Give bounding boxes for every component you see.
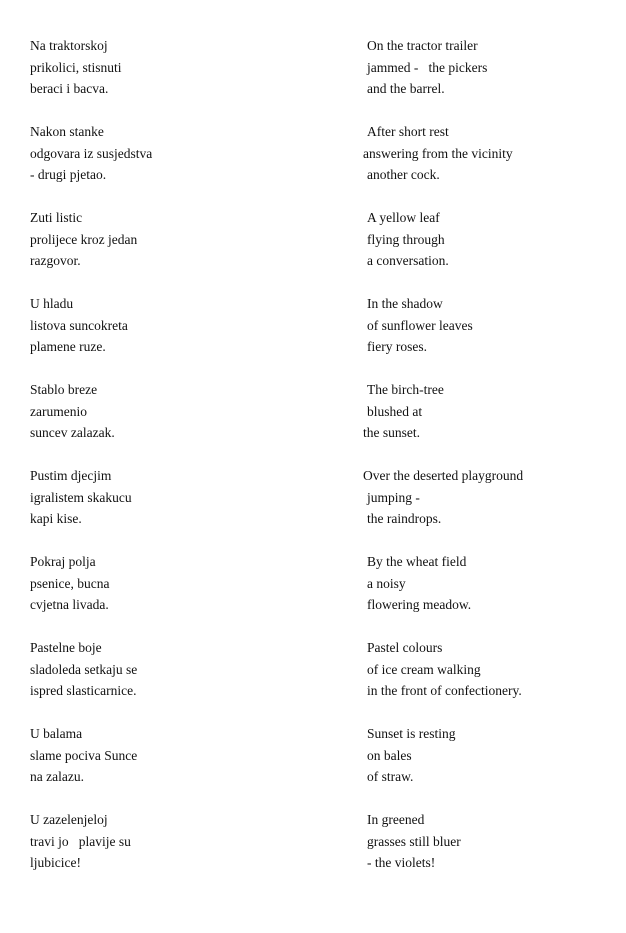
verse-line: Na traktorskoj	[30, 38, 108, 53]
stanza-en-6	[363, 465, 613, 551]
stanza-en-7	[363, 551, 613, 637]
stanza-hr-6	[30, 465, 330, 551]
stanza-en-1	[363, 35, 613, 121]
verse-line: psenice, bucna	[30, 575, 110, 591]
verse-line: Pastelne boje	[30, 640, 102, 655]
stanza-hr-9	[30, 723, 330, 809]
verse-line: - drugi pjetao.	[30, 167, 107, 182]
verse-line: In the shadow	[367, 296, 443, 311]
croatian-column	[30, 35, 330, 895]
verse-line: In greened	[367, 812, 425, 827]
verse-line: cvjetna livada.	[30, 597, 109, 612]
verse-line: The birch-tree	[367, 382, 444, 397]
stanza-hr-10	[30, 809, 330, 895]
stanza-hr-7	[30, 551, 330, 637]
verse-line: of sunflower leaves	[367, 317, 473, 333]
stanza-en-3	[363, 207, 613, 293]
stanza-hr-3	[30, 207, 330, 293]
verse-line: of straw.	[367, 769, 414, 784]
verse-line: jammed - the pickers	[367, 59, 488, 75]
verse-line: Nakon stanke	[30, 124, 104, 139]
verse-line: On the tractor trailer	[367, 38, 478, 53]
stanza-en-2	[363, 121, 613, 207]
verse-line: razgovor.	[30, 253, 81, 268]
verse-line: na zalazu.	[30, 769, 84, 784]
verse-line: ljubicice!	[30, 855, 81, 870]
stanza-en-9	[363, 723, 613, 809]
verse-line: By the wheat field	[367, 554, 467, 569]
verse-line: Pustim djecjim	[30, 468, 112, 483]
verse-line: flowering meadow.	[367, 597, 472, 612]
verse-line: on bales	[367, 747, 412, 763]
verse-line: Pastel colours	[367, 640, 443, 655]
verse-line: suncev zalazak.	[30, 425, 115, 440]
verse-line: ispred slasticarnice.	[30, 683, 137, 698]
verse-line: the raindrops.	[367, 511, 442, 526]
verse-line: plamene ruze.	[30, 339, 106, 354]
verse-line: - the violets!	[367, 855, 436, 870]
verse-line: igralistem skakucu	[30, 489, 132, 505]
verse-line: travi jo plavije su	[30, 833, 131, 849]
verse-line: in the front of confectionery.	[367, 683, 522, 698]
verse-line: Over the deserted playground	[363, 468, 524, 483]
stanza-en-4	[363, 293, 613, 379]
verse-line: sladoleda setkaju se	[30, 661, 138, 677]
stanza-hr-4	[30, 293, 330, 379]
stanza-en-8	[363, 637, 613, 723]
verse-line: a noisy	[367, 575, 406, 591]
verse-line: Zuti listic	[30, 210, 83, 225]
stanza-hr-8	[30, 637, 330, 723]
verse-line: jumping -	[367, 489, 420, 505]
verse-line: grasses still bluer	[367, 833, 461, 849]
verse-line: prikolici, stisnuti	[30, 59, 122, 75]
verse-line: kapi kise.	[30, 511, 82, 526]
verse-line: the sunset.	[363, 425, 420, 440]
verse-line: A yellow leaf	[367, 210, 440, 225]
english-column	[363, 35, 613, 895]
verse-line: slame pociva Sunce	[30, 747, 138, 763]
verse-line: listova suncokreta	[30, 317, 128, 333]
verse-line: U balama	[30, 726, 83, 741]
stanza-en-10	[363, 809, 613, 895]
verse-line: After short rest	[367, 124, 449, 139]
stanza-hr-2	[30, 121, 330, 207]
verse-line: a conversation.	[367, 253, 449, 268]
verse-line: U zazelenjeloj	[30, 812, 108, 827]
stanza-en-5	[363, 379, 613, 465]
verse-line: another cock.	[367, 167, 440, 182]
verse-line: zarumenio	[30, 403, 87, 419]
stanza-hr-5	[30, 379, 330, 465]
verse-line: Stablo breze	[30, 382, 98, 397]
stanza-hr-1	[30, 35, 330, 121]
verse-line: beraci i bacva.	[30, 81, 109, 96]
verse-line: odgovara iz susjedstva	[30, 145, 153, 161]
verse-line: of ice cream walking	[367, 661, 481, 677]
verse-line: answering from the vicinity	[363, 145, 513, 161]
verse-line: prolijece kroz jedan	[30, 231, 138, 247]
verse-line: U hladu	[30, 296, 74, 311]
verse-line: Pokraj polja	[30, 554, 96, 569]
verse-line: fiery roses.	[367, 339, 427, 354]
verse-line: Sunset is resting	[367, 726, 456, 741]
verse-line: blushed at	[367, 403, 423, 419]
verse-line: and the barrel.	[367, 81, 445, 96]
verse-line: flying through	[367, 231, 445, 247]
